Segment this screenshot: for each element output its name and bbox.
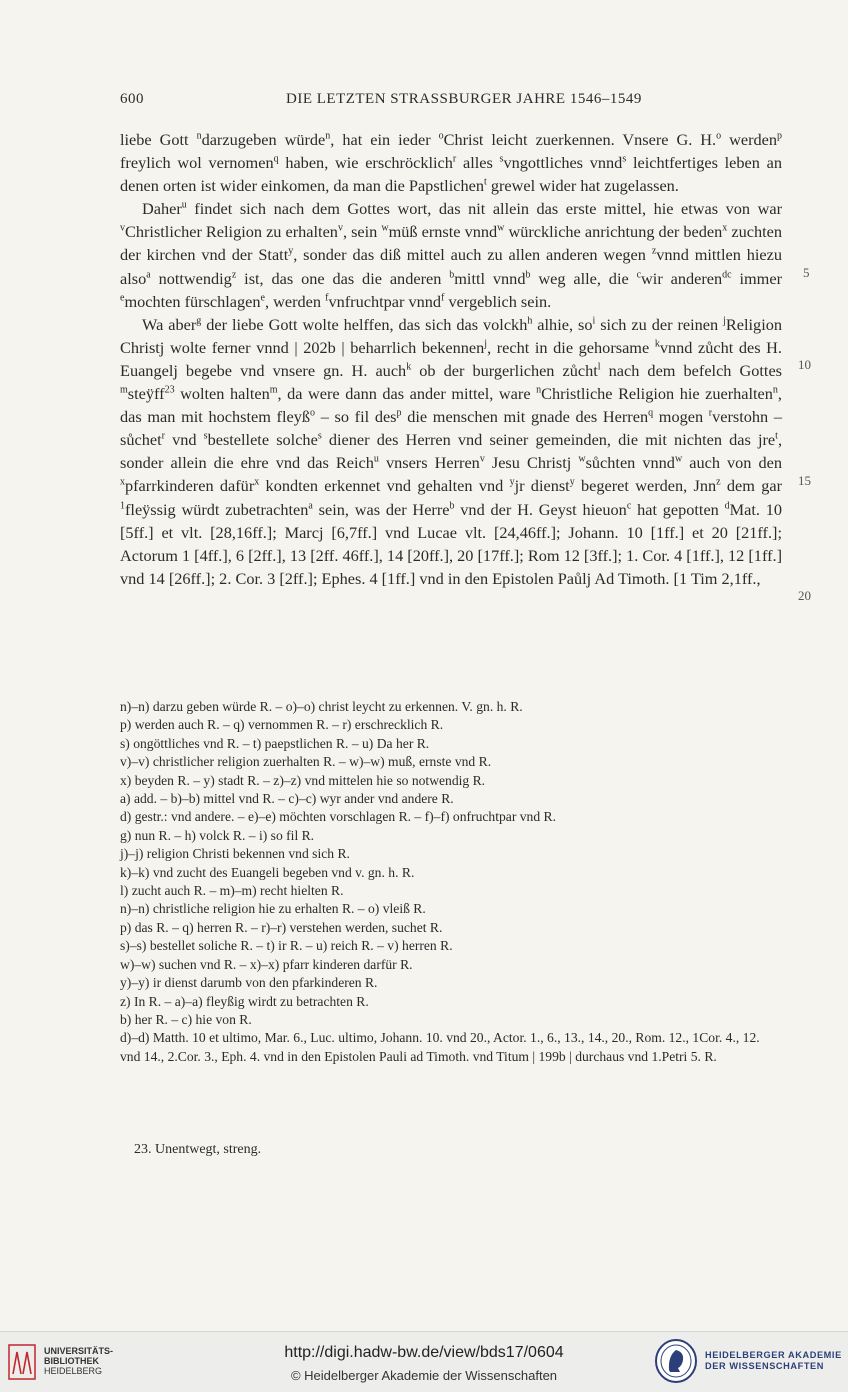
- paragraph-2: Daher$^u$ findet sich nach dem Gottes wort, das nit allein das erste mittel, hie etwas von war $^v$Christlicher Religion zu erhalten$^v$, sein $^w$müß ernste vnnd$^w$ würckliche anrichtung der beden$^x$ zuchten der kirchen vnd der Statt$^y$, sonder das diß mittel auch zu allen anderen wegen $^z$vnnd mittlen hiezu also$^a$ nottwendig$^z$ ist, das one das die anderen $^b$mittl vnnd$^b$ weg alle, die $^c$wir anderen$^{dc}$ immer $^e$mochten fürschlagen$^e$, werden $^f$vnfruchtpar vnnd$^f$ vergeblich sein.: [120, 199, 782, 311]
- critical-apparatus: [120, 698, 780, 1066]
- apparatus-line: b) her R. – c) hie von R.: [120, 1011, 252, 1027]
- viewer-footer: [0, 1331, 848, 1392]
- paragraph-3: Wa aber$^g$ der liebe Gott wolte helffen, das sich das volckh$^h$ alhie, $so^i$ sich zu der reinen $^j$Religion Christj wolte ferner vnnd | 202b | beharrlich bekennen$^j$, recht in die gehorsame $^k$vnnd zůcht des H. Euangelj begebe vnd vnsere gn. H. auch$^k$ ob der burgerlichen zůcht$^l$ nach dem befelch Gottes $^m$steÿff$^{23}$ wolten halten$^m$, da were dann das ander mittel, ware $^n$Christliche Religion hie zuerhalten$^n$, das man mit hochstem fleyß$^o$ – so fil des$^p$ die menschen mit gnade des Herren$^q$ mogen $^r$verstohn – sůchet$^r$ vnd $^s$bestellete solche$^s$ diener des Herren vnd seiner gemeinden, die mit nichten das jre$^t$, sonder allein die ehre vnd das Reich$^u$ vnsers Herren$^v$ Jesu Christj $^w$sůchten vnnd$^w$ auch von den $^x$pfarrkinderen dafür$^x$ kondten erkennet vnd gehalten vnd $^y$jr dienst$^y$ begeret werden, Jnn$^z$ dem gar $^1$fleÿssig würdt zubetrachten$^a$ sein, was der Herre$^b$ vnd der H. Geyst hieuon$^c$ hat gepotten $^d$Mat. 10 [5ff.] et vlt. [28,16ff.]; Marcj [6,7ff.] vnd Lucae vlt. [24,46ff.]; Johann. 10 [1ff.] et 20 [21ff.]; Actorum 1 [4ff.], 6 [2ff.], 13 [2ff. 46ff.], 14 [20ff.], 20 [17ff.]; Rom 12 [3ff.]; 1. Cor. 4 [1ff.], 12 [1ff.] vnd 14 [26ff.]; 2. Cor. 3 [2ff.]; Ephes. 4 [1ff.] vnd in den Epistolen Paůlj Ad Timoth. [1 Tim 2,1ff.,: [120, 314, 783, 588]
- apparatus-line: s) ongöttliches vnd R. – t) paepstlichen R. – u) Da her R.: [120, 735, 430, 751]
- apparatus-line: s)–s) bestellet soliche R. – t) ir R. – u) reich R. – v) herren R.: [120, 938, 453, 954]
- apparatus-line: n)–n) darzu geben würde R. – o)–o) christ leycht zu erkennen. V. gn. h. R.: [120, 699, 523, 714]
- footnote: 23. Unentwegt, streng.: [134, 1142, 262, 1157]
- apparatus-line: n)–n) christliche religion hie zu erhalten R. – o) vleiß R.: [120, 901, 426, 917]
- apparatus-line: j)–j) religion Christi bekennen vnd sich R.: [120, 846, 350, 862]
- page-number: 600: [120, 91, 144, 107]
- line-number: 10: [798, 357, 811, 372]
- apparatus-line: z) In R. – a)–a) fleyßig wirdt zu betrachten R.: [120, 993, 369, 1009]
- apparatus-line: x) beyden R. – y) stadt R. – z)–z) vnd mittelen hie so notwendig R.: [120, 772, 486, 788]
- apparatus-line: y)–y) ir dienst darumb von den pfarkinderen R.: [120, 975, 378, 991]
- line-number: 5: [803, 265, 810, 280]
- apparatus-line: l) zucht auch R. – m)–m) recht hielten R.: [120, 883, 344, 899]
- apparatus-line: k)–k) vnd zucht des Euangeli begeben vnd v. gn. h. R.: [120, 864, 415, 880]
- apparatus-line: p) das R. – q) herren R. – r)–r) verstehen werden, suchet R.: [120, 919, 443, 935]
- apparatus-line: a) add. – b)–b) mittel vnd R. – c)–c) wyr ander vnd andere R.: [120, 791, 454, 807]
- main-text: [120, 128, 782, 590]
- copyright-notice: © Heidelberger Akademie der Wissenschaften: [290, 1368, 558, 1383]
- apparatus-line: d) gestr.: vnd andere. – e)–e) möchten vorschlagen R. – f)–f) onfruchtpar vnd R.: [120, 809, 556, 825]
- apparatus-line: w)–w) suchen vnd R. – x)–x) pfarr kinderen darfür R.: [120, 956, 413, 972]
- university-library-name: UNIVERSITÄTS- BIBLIOTHEK HEIDELBERG: [44, 1346, 114, 1376]
- apparatus-line: p) werden auch R. – q) vernommen R. – r) erschrecklich R.: [120, 717, 444, 733]
- apparatus-line: v)–v) christlicher religion zuerhalten R. – w)–w) muß, ernste vnd R.: [120, 754, 492, 770]
- running-title: DIE LETZTEN STRASSBURGER JAHRE 1546–1549: [286, 91, 642, 107]
- apparatus-line: g) nun R. – h) volck R. – i) so fil R.: [120, 827, 315, 843]
- permalink-url[interactable]: http://digi.hadw-bw.de/view/bds17/0604: [284, 1344, 564, 1361]
- line-number: 15: [798, 473, 811, 488]
- academy-seal-icon: [654, 1338, 698, 1384]
- paragraph-1: liebe Gott $^n$darzugeben würde$^n$, hat ein ieder $^o$Christ leicht zuerkennen. Vnsere G. H.$^o$ werden$^p$ freylich wol vernomen$^q$ haben, wie erschröcklich$^r$ alles $^s$vngottliches vnnd$^s$ leichtfertiges leben an denen orten ist wider einkomen, da man die Papstlichen$^t$ grewel wider hat zugelassen.: [120, 130, 783, 196]
- line-number: 20: [798, 588, 811, 603]
- academy-name: HEIDELBERGER AKADEMIE DER WISSENSCHAFTEN: [705, 1350, 842, 1371]
- apparatus-line: d)–d) Matth. 10 et ultimo, Mar. 6., Luc. ultimo, Johann. 10. vnd 20., Actor. 1., 6., 13., 14., 20., Rom. 12., 1Cor. 4., 12. vnd 14., 2.Cor. 3., Eph. 4. vnd in den Epistolen Pauli ad Timoth. vnd Titum | 199b | durchaus vnd 1.Petri 5. R.: [120, 1030, 760, 1064]
